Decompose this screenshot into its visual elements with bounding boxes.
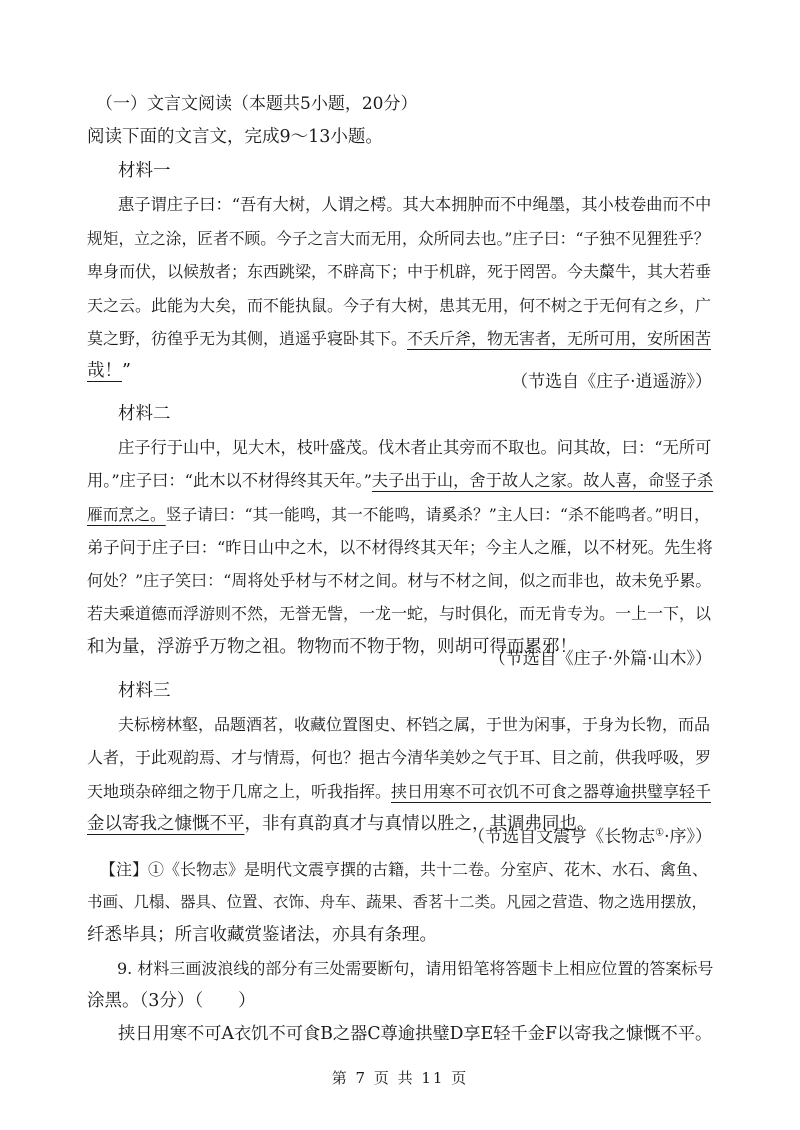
- m1-source-text: （节选自《庄子·逍遥游》）: [511, 372, 712, 392]
- page-number-text: 第 7 页 共 11 页: [331, 1069, 469, 1087]
- m2-line: [87, 464, 712, 497]
- question-9-options-text: 挟日用寒不可A衣饥不可食B之器C尊逾拱璧D享E轻千金F以寄我之慷慨不平。: [118, 1024, 713, 1044]
- page-footer: [0, 1067, 800, 1088]
- m2-line: [87, 564, 712, 597]
- material-2-label-text: 材料二: [118, 404, 171, 424]
- m1-closing-quote: ”: [122, 361, 131, 381]
- m1-line: [87, 289, 712, 322]
- m2-line: [87, 531, 712, 564]
- m2-underlined-text: 雁而烹之。: [87, 505, 166, 524]
- m3-wavy-text: 金以寄我之慷慨不平: [87, 814, 245, 834]
- m2-line-text: 若夫乘道德而浮游则不然，无誉无訾，一龙一蛇，与时俱化，而无肯专为。一上一下，以: [87, 604, 712, 623]
- m1-line-text: 天之云。此能为大矣，而不能执鼠。今子有大树，患其无用，何不树之于无何有之乡，广: [87, 296, 712, 315]
- note-line-text: 【注】①《长物志》是明代文震亨撰的古籍，共十二卷。分室庐、花木、水石、禽鱼、: [100, 860, 709, 879]
- m3-source: [468, 821, 712, 854]
- m1-line-text: 莫之野，彷徨乎无为其侧，逍遥乎寝卧其下。: [87, 329, 408, 348]
- m1-line-text: 卑身而伏，以候敖者；东西跳梁，不辟高下；中于机辟，死于罔罟。今夫斄牛，其大若垂: [87, 262, 712, 281]
- m1-line-text: 惠子谓庄子曰：“吾有大树，人谓之樗。其大本拥肿而不中绳墨，其小枝卷曲而不中: [118, 195, 712, 214]
- m2-line-text: 竖子请曰：“其一能鸣，其一不能鸣，请奚杀？”主人曰：“杀不能鸣者。”明日，: [165, 505, 710, 524]
- m2-line: [87, 498, 712, 531]
- material-3-label: [87, 675, 712, 708]
- question-9: [87, 985, 712, 1018]
- material-1-label: [87, 155, 712, 188]
- m2-line: [118, 431, 712, 464]
- m2-line-text: 庄子行于山中，见大木，枝叶盛茂。伐木者止其旁而不取也。问其故，曰：“无所可: [118, 438, 712, 457]
- instruction-text: 阅读下面的文言文，完成9～13小题。: [87, 127, 383, 147]
- material-1-label-text: 材料一: [118, 161, 171, 181]
- m1-line: [87, 222, 712, 255]
- m3-line-text: 人者，于此观韵焉、才与情焉，何也？挹古今清华美妙之气于耳、目之前，供我呼吸，罗: [87, 748, 712, 767]
- note-line: [87, 919, 712, 952]
- m3-line-text: 天地琐杂碎细之物于几席之上，听我指挥。: [87, 782, 392, 801]
- m2-underlined-text: 夫子出于山，舍于故人之家。故人喜，命竖子杀: [371, 471, 714, 490]
- instruction: [87, 121, 712, 154]
- material-2-label: [87, 398, 712, 431]
- m1-underlined-text: 不夭斤斧，物无害者，无所可用，安所困苦: [407, 329, 712, 348]
- m3-line-text: 夫标榜林壑，品题酒茗，收藏位置图史、杯铛之属，于世为闲事，于身为长物，而品: [118, 715, 711, 734]
- m2-line-text: 弟子问于庄子曰：“昨日山中之木，以不材得终其天年；今主人之雁，以不材死。先生将: [87, 538, 713, 557]
- m1-underlined-text: 哉！: [87, 361, 122, 381]
- m2-source-text: （节选自《庄子·外篇·山木》）: [488, 649, 712, 669]
- question-9-options: [118, 1018, 712, 1051]
- m3-line: [87, 741, 712, 774]
- m2-line-text: 何处？”庄子笑曰：“周将处乎材与不材之间。材与不材之间，似之而非也，故未免乎累。: [87, 571, 712, 590]
- m2-line-text: 用。”庄子曰：“此木以不材得终其天年。”: [87, 471, 372, 490]
- m3-wavy-text: 挟日用寒不可衣饥不可食之器尊逾拱璧享轻千: [391, 782, 712, 801]
- note-line: [100, 853, 712, 886]
- question-9-text: 9. 材料三画波浪线的部分有三处需要断句，请用铅笔将答题卡上相应位置的答案标号: [117, 959, 714, 978]
- m2-line: [87, 597, 712, 630]
- m2-source: [489, 643, 712, 676]
- m3-line: [87, 775, 712, 808]
- m1-line: [87, 322, 712, 355]
- question-9-text: 涂黑。（3分）（ ）: [87, 991, 256, 1011]
- note-line: [87, 886, 712, 919]
- note-line-text: 书画、几榻、器具、位置、衣饰、舟车、蔬果、香茗十二类。凡园之营造、物之选用摆放，: [87, 893, 708, 911]
- m3-line-text: ，非有真韵真才与真情以胜之，其调弗同也。: [244, 814, 595, 834]
- section-title-text: （一）文言文阅读（本题共5小题，20分）: [96, 94, 418, 114]
- m3-line: [118, 708, 712, 741]
- m1-line: [87, 255, 712, 288]
- m2-line-text: 和为量，浮游乎万物之祖。物物而不物于物，则胡可得而累邪！: [87, 637, 577, 657]
- m3-source-sup: ①: [655, 827, 665, 839]
- m1-line: [118, 188, 712, 221]
- question-9: [117, 952, 712, 985]
- section-title: [96, 88, 712, 121]
- note-line-text: 纤悉毕具；所言收藏赏鉴诸法，亦具有条理。: [87, 925, 437, 945]
- m1-line-text: 规矩，立之涂，匠者不顾。今子之言大而无用，众所同去也。”庄子曰：“子独不见狸狌乎？: [87, 229, 710, 248]
- m1-source: [511, 366, 712, 399]
- m3-source-post: ·序》）: [664, 827, 712, 847]
- material-3-label-text: 材料三: [118, 681, 171, 701]
- m3-source-pre: （节选自文震亨《长物志: [468, 827, 656, 847]
